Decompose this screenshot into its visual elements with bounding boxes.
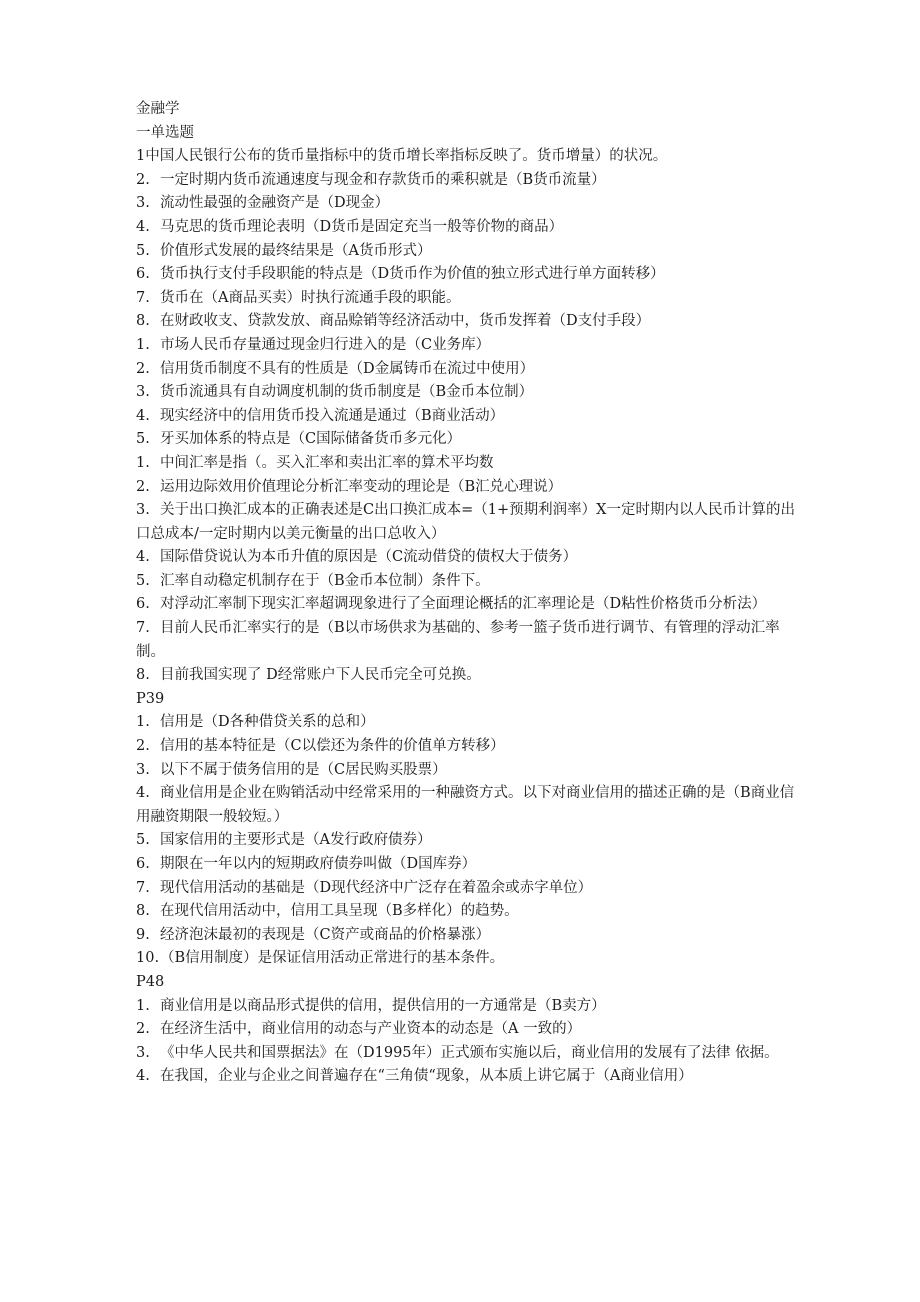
question-number: 6. (136, 856, 150, 872)
question-text: 货币执行支付手段职能的特点是（D货币作为价值的独立形式进行单方面转移） (160, 266, 665, 283)
question-text: 货币流通具有自动调度机制的货币制度是（B金币本位制） (160, 384, 534, 401)
question-item (136, 593, 796, 617)
question-text: 信用的基本特征是（C以偿还为条件的价值单方转移） (160, 738, 505, 755)
question-number: 1. (136, 714, 150, 731)
question-text: 在经济生活中，商业信用的动态与产业资本的动态是（A 一致的） (160, 1021, 582, 1038)
question-text: 关于出口换汇成本的正确表述是C出口换汇成本=（1+预期利润率）X一定时期内以人民币计算的出口总成本/一定时期内以美元衡量的出口总收入） (136, 502, 795, 542)
question-text: 国家信用的主要形式是（A发行政府债券） (160, 832, 432, 849)
question-item (136, 381, 796, 405)
question-item (136, 711, 796, 735)
question-number: 9. (136, 926, 150, 943)
question-text: 目前我国实现了 D经常账户下人民币完全可兑换。 (160, 667, 481, 684)
question-number: 5. (136, 572, 150, 589)
question-text: （B信用制度）是保证信用活动正常进行的基本条件。 (160, 950, 505, 967)
question-text: 中间汇率是指（。买入汇率和卖出汇率的算术平均数 (160, 454, 494, 471)
question-item (136, 476, 796, 500)
question-number: 8. (136, 903, 150, 920)
question-item (136, 287, 796, 311)
question-text: 《中华人民共和国票据法》在（D1995年）正式颁布实施以后，商业信用的发展有了法律 依据。 (160, 1044, 779, 1061)
question-item (136, 145, 796, 169)
question-item (136, 310, 796, 334)
question-item (136, 570, 796, 594)
question-text: 在财政收支、贷款发放、商品赊销等经济活动中，货币发挥着（D支付手段） (160, 313, 651, 330)
question-text: 信用是（D各种借贷关系的总和） (160, 714, 375, 731)
question-number: 3. (136, 502, 150, 519)
question-text: 国际借贷说认为本币升值的原因是（C流动借贷的债权大于债务） (160, 549, 578, 566)
question-item (136, 452, 796, 476)
question-item (136, 334, 796, 358)
question-number: 5. (136, 242, 150, 259)
question-text: 商业信用是以商品形式提供的信用，提供信用的一方通常是（B卖方） (160, 997, 606, 1014)
question-number: 1. (136, 454, 150, 471)
question-text: 目前人民币汇率实行的是（B以市场供求为基础的、参考一篮子货币进行调节、有管理的浮动汇率制。 (136, 620, 780, 660)
question-text: 货币在（A商品买卖）时执行流通手段的职能。 (160, 289, 461, 306)
question-item (136, 169, 796, 193)
question-text: 现实经济中的信用货币投入流通是通过（B商业活动） (160, 407, 505, 424)
question-number: 3. (136, 195, 150, 212)
question-number: 5. (136, 431, 150, 448)
question-item (136, 782, 796, 829)
question-number: 6. (136, 266, 150, 283)
question-number: 2. (136, 1021, 150, 1038)
question-number: 1 (136, 148, 146, 165)
question-number: 10. (136, 950, 160, 967)
question-item (136, 617, 796, 664)
question-item (136, 877, 796, 901)
page-marker-label: P48 (136, 973, 165, 990)
question-item (136, 995, 796, 1019)
question-item (136, 428, 796, 452)
question-text: 商业信用是企业在购销活动中经常采用的一种融资方式。以下对商业信用的描述正确的是（B商业信用融资期限一般较短。） (136, 785, 795, 825)
question-number: 4. (136, 785, 150, 802)
question-item (136, 263, 796, 287)
question-item (136, 759, 796, 783)
question-item (136, 947, 796, 971)
question-groups (136, 145, 796, 1089)
question-text: 运用边际效用价值理论分析汇率变动的理论是（B汇兑心理说） (160, 478, 563, 495)
document-title: 金融学 (136, 101, 180, 117)
question-item (136, 829, 796, 853)
question-number: 2. (136, 171, 150, 188)
question-text: 经济泡沫最初的表现是（C资产或商品的价格暴涨） (160, 926, 491, 943)
question-number: 4. (136, 407, 150, 424)
question-item (136, 405, 796, 429)
section-title: 一单选题 (136, 124, 194, 141)
question-number: 4. (136, 549, 150, 566)
question-text: 以下不属于债务信用的是（C居民购买股票） (160, 761, 447, 778)
question-number: 2. (136, 738, 150, 755)
question-item (136, 664, 796, 688)
question-number: 4. (136, 218, 150, 235)
question-text: 流动性最强的金融资产是（D现金） (160, 195, 390, 212)
question-item (136, 924, 796, 948)
question-number: 3. (136, 761, 150, 778)
question-number: 7. (136, 620, 150, 637)
question-text: 在现代信用活动中，信用工具呈现（B多样化）的趋势。 (160, 903, 519, 920)
question-item (136, 546, 796, 570)
question-text: 信用货币制度不具有的性质是（D金属铸币在流过中使用） (160, 360, 535, 377)
page-marker-label: P39 (136, 690, 165, 707)
question-item (136, 216, 796, 240)
question-item (136, 1065, 796, 1089)
question-number: 7. (136, 879, 150, 896)
question-text: 中国人民银行公布的货币量指标中的货币增长率指标反映了。货币增量）的状况。 (145, 148, 668, 165)
question-number: 8. (136, 667, 150, 684)
question-text: 市场人民币存量通过现金归行进入的是（C业务库） (160, 336, 491, 353)
question-text: 牙买加体系的特点是（C国际储备货币多元化） (160, 431, 462, 448)
question-text: 价值形式发展的最终结果是（A货币形式） (160, 242, 432, 259)
question-item (136, 192, 796, 216)
question-number: 1. (136, 997, 150, 1014)
question-number: 3. (136, 384, 150, 401)
question-number: 2. (136, 478, 150, 495)
question-text: 期限在一年以内的短期政府债券叫做（D国库券） (160, 856, 477, 872)
question-number: 3. (136, 1044, 150, 1061)
question-item (136, 358, 796, 382)
question-number: 7. (136, 289, 150, 306)
question-text: 一定时期内货币流通速度与现金和存款货币的乘积就是（B货币流量） (160, 171, 606, 188)
question-item (136, 853, 796, 877)
question-item (136, 1042, 796, 1066)
question-number: 8. (136, 313, 150, 330)
question-item (136, 499, 796, 546)
question-text: 现代信用活动的基础是（D现代经济中广泛存在着盈余或赤字单位） (160, 879, 593, 896)
question-text: 汇率自动稳定机制存在于（B金币本位制）条件下。 (160, 572, 490, 589)
question-text: 马克思的货币理论表明（D货币是固定充当一般等价物的商品） (160, 218, 564, 235)
question-item (136, 240, 796, 264)
question-number: 1. (136, 336, 150, 353)
question-number: 5. (136, 832, 150, 849)
question-text: 对浮动汇率制下现实汇率超调现象进行了全面理论概括的汇率理论是（D粘性价格货币分析法） (160, 596, 767, 613)
question-item (136, 900, 796, 924)
question-item (136, 735, 796, 759)
question-number: 2. (136, 360, 150, 377)
question-number: 4. (136, 1068, 150, 1085)
question-item (136, 1018, 796, 1042)
question-number: 6. (136, 596, 150, 613)
document-page (136, 98, 796, 1089)
question-text: 在我国，企业与企业之间普遍存在“三角债“现象，从本质上讲它属于（A商业信用） (160, 1068, 693, 1085)
